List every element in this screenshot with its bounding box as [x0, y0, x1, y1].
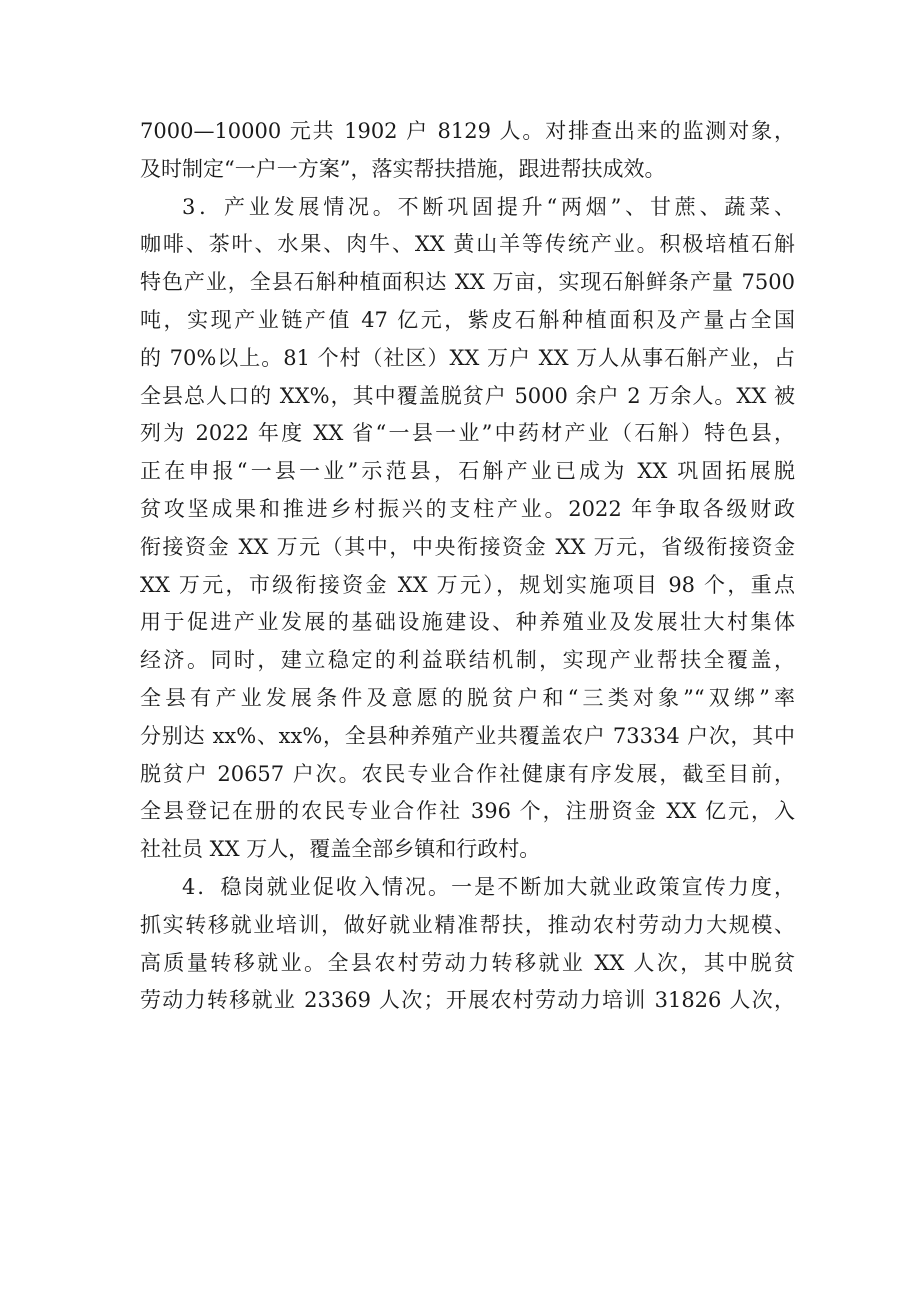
- text-line: 社社员 XX 万人，覆盖全部乡镇和行政村。: [140, 837, 541, 862]
- text-line: 衔接资金 XX 万元（其中，中央衔接资金 XX 万元，省级衔接资金: [140, 534, 795, 559]
- text-line: 分别达 xx%、xx%，全县种养殖产业共覆盖农户 73334 户次，其中: [140, 723, 795, 748]
- paragraph-p1: [140, 113, 795, 189]
- text-line: 吨，实现产业链产值 47 亿元，紫皮石斛种植面积及产量占全国: [140, 307, 795, 332]
- text-line: 正在申报“一县一业”示范县，石斛产业已成为 XX 巩固拓展脱: [140, 459, 795, 484]
- text-line: 的 70%以上。81 个村（社区）XX 万户 XX 万人从事石斛产业，占: [140, 345, 795, 370]
- paragraph-p2: [140, 189, 795, 869]
- text-line: 高质量转移就业。全县农村劳动力转移就业 XX 人次，其中脱贫: [140, 950, 795, 975]
- paragraph-p3: [140, 869, 795, 1020]
- text-line: 全县总人口的 XX%，其中覆盖脱贫户 5000 余户 2 万余人。XX 被: [140, 383, 795, 408]
- text-line: 劳动力转移就业 23369 人次；开展农村劳动力培训 31826 人次，: [140, 988, 795, 1013]
- text-line: 特色产业，全县石斛种植面积达 XX 万亩，实现石斛鲜条产量 7500: [140, 270, 795, 295]
- text-line: 7000—10000 元共 1902 户 8129 人。对排查出来的监测对象，: [140, 119, 795, 143]
- text-line: XX 万元，市级衔接资金 XX 万元），规划实施项目 98 个，重点: [140, 572, 795, 597]
- text-line: 3．产业发展情况。不断巩固提升“两烟”、甘蔗、蔬菜、: [182, 194, 795, 219]
- text-line: 全县有产业发展条件及意愿的脱贫户和“三类对象”“双绑”率: [140, 685, 795, 710]
- document-body: [140, 113, 795, 1020]
- text-line: 经济。同时，建立稳定的利益联结机制，实现产业帮扶全覆盖，: [140, 648, 795, 673]
- text-line: 抓实转移就业培训，做好就业精准帮扶，推动农村劳动力大规模、: [140, 912, 795, 937]
- text-line: 列为 2022 年度 XX 省“一县一业”中药材产业（石斛）特色县，: [140, 421, 795, 446]
- text-line: 及时制定“一户一方案”，落实帮扶措施，跟进帮扶成效。: [140, 156, 666, 181]
- text-line: 4．稳岗就业促收入情况。一是不断加大就业政策宣传力度，: [182, 874, 795, 899]
- text-line: 全县登记在册的农民专业合作社 396 个，注册资金 XX 亿元，入: [140, 799, 795, 824]
- text-line: 用于促进产业发展的基础设施建设、种养殖业及发展壮大村集体: [140, 610, 795, 635]
- text-line: 脱贫户 20657 户次。农民专业合作社健康有序发展，截至目前，: [140, 761, 795, 786]
- text-line: 咖啡、茶叶、水果、肉牛、XX 黄山羊等传统产业。积极培植石斛: [140, 232, 795, 257]
- text-line: 贫攻坚成果和推进乡村振兴的支柱产业。2022 年争取各级财政: [140, 496, 795, 521]
